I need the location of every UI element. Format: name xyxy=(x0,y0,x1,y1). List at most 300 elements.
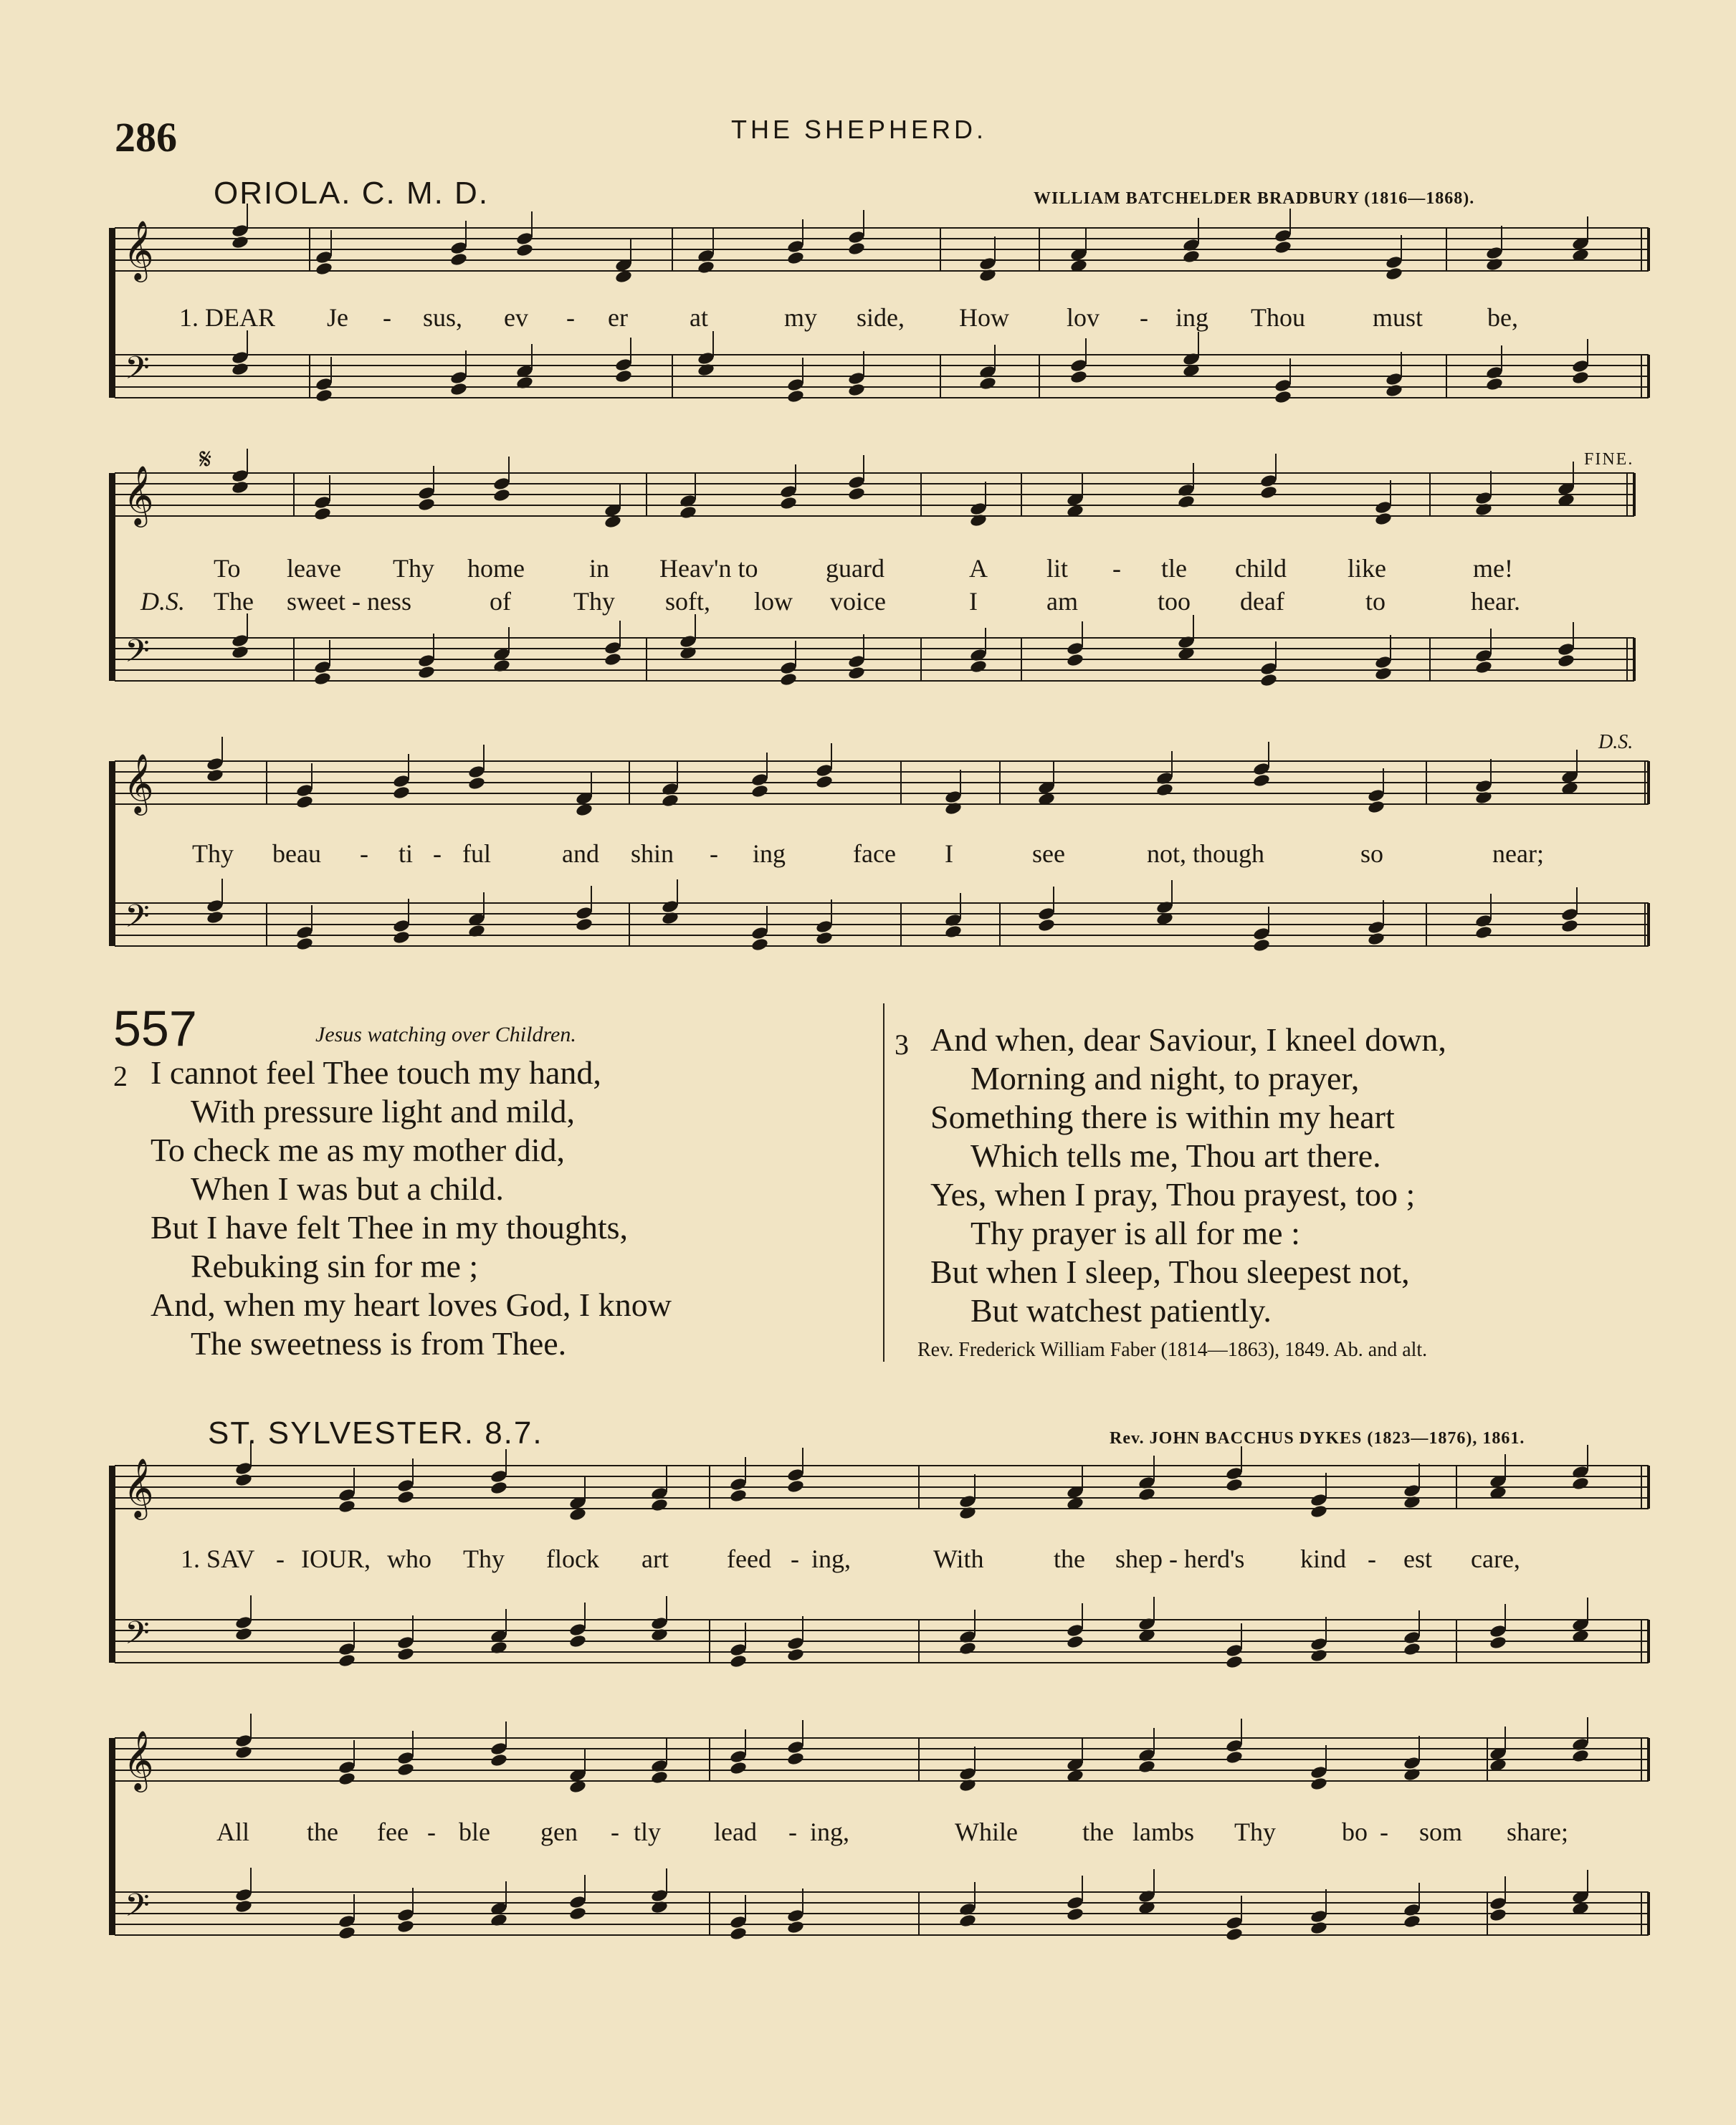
lyric-syllable: I xyxy=(945,839,953,868)
note-head xyxy=(1485,366,1503,381)
note-head xyxy=(650,1900,668,1915)
note-head xyxy=(1225,1739,1243,1754)
note-head xyxy=(234,1473,252,1488)
note-head xyxy=(614,369,632,384)
note-head xyxy=(515,243,533,258)
lyric-syllable: shin xyxy=(631,839,674,868)
note-head xyxy=(231,469,249,484)
lyric-syllable: near; xyxy=(1492,839,1544,868)
note-head xyxy=(1489,1624,1507,1639)
note-head xyxy=(295,925,313,940)
note-head xyxy=(1385,267,1403,282)
lyric-syllable: hear. xyxy=(1471,587,1520,616)
note-head xyxy=(1155,783,1173,798)
lyric-syllable: sweet - ness xyxy=(287,587,411,616)
verse-line: To check me as my mother did, xyxy=(151,1132,566,1168)
lyric-syllable: ing, xyxy=(811,1544,852,1573)
lyric-syllable: the xyxy=(307,1818,338,1846)
note-head xyxy=(1485,246,1503,261)
note-head xyxy=(295,937,313,952)
note-head xyxy=(568,1623,586,1638)
note-head xyxy=(958,1914,976,1929)
lyric-syllable: low xyxy=(754,587,793,616)
lyric-syllable: - xyxy=(791,1544,799,1573)
lyric-syllable: guard xyxy=(826,554,884,583)
note-head xyxy=(1155,771,1173,786)
note-head xyxy=(1403,1484,1421,1499)
note-head xyxy=(315,262,333,277)
note-head xyxy=(467,924,485,939)
note-head xyxy=(1489,1908,1507,1923)
note-head xyxy=(231,480,249,495)
note-head xyxy=(1138,1748,1155,1763)
note-head xyxy=(568,1906,586,1921)
note-head xyxy=(1155,900,1173,915)
lyric-syllable: A xyxy=(969,554,988,583)
note-head xyxy=(944,790,962,805)
note-head xyxy=(1037,918,1055,933)
lyric-syllable: - xyxy=(276,1544,285,1573)
lyric-syllable: - xyxy=(566,303,575,332)
note-head xyxy=(315,250,333,265)
note-head xyxy=(650,1616,668,1631)
note-head xyxy=(847,666,865,681)
note-head xyxy=(779,672,797,687)
note-head xyxy=(786,389,804,404)
note-head xyxy=(729,1761,747,1776)
note-head xyxy=(231,350,249,366)
note-head xyxy=(1310,1765,1327,1780)
note-head xyxy=(1560,919,1578,934)
note-head xyxy=(231,362,249,377)
lyric-syllable: ble xyxy=(459,1818,490,1846)
note-head xyxy=(944,801,962,816)
note-head xyxy=(847,371,865,386)
note-head xyxy=(786,1909,804,1924)
note-head xyxy=(396,1490,414,1505)
lyric-syllable: 1. SAV xyxy=(181,1544,255,1573)
note-head xyxy=(779,496,797,511)
note-head xyxy=(1138,1889,1155,1904)
system-brace xyxy=(109,228,115,398)
lyric-syllable: - xyxy=(427,1818,436,1846)
note-head xyxy=(750,926,768,941)
note-head xyxy=(1403,1630,1421,1646)
note-head xyxy=(786,1468,804,1483)
note-head xyxy=(1138,1617,1155,1632)
note-head xyxy=(417,497,435,512)
lyric-syllable: flock xyxy=(546,1544,599,1573)
note-head xyxy=(729,1749,747,1765)
lyric-syllable: Thy xyxy=(192,839,234,868)
note-head xyxy=(1069,358,1087,373)
hymn-subtitle: Jesus watching over Children. xyxy=(315,1023,576,1046)
note-head xyxy=(396,1751,414,1766)
note-head xyxy=(847,487,865,502)
treble-clef-icon: 𝄞 xyxy=(123,464,154,525)
note-head xyxy=(847,242,865,257)
note-head xyxy=(490,1641,507,1656)
note-head xyxy=(786,239,804,254)
lyric-syllable: Thy xyxy=(573,587,615,616)
note-head xyxy=(1259,474,1277,489)
note-head xyxy=(750,784,768,799)
note-head xyxy=(313,507,331,522)
lyric-syllable: - xyxy=(788,1818,797,1846)
note-head xyxy=(815,763,833,778)
note-head xyxy=(492,477,510,492)
note-head xyxy=(206,899,224,914)
fine-marker: FINE. xyxy=(1584,450,1634,469)
note-head xyxy=(1403,1767,1421,1782)
note-head xyxy=(231,235,249,250)
lyric-syllable: I xyxy=(969,587,978,616)
lyric-syllable: like xyxy=(1348,554,1386,583)
lyric-syllable: ing xyxy=(1175,303,1209,332)
note-head xyxy=(1182,238,1200,253)
note-head xyxy=(1489,1635,1507,1651)
note-head xyxy=(679,646,697,661)
note-head xyxy=(1182,249,1200,264)
lyric-syllable: - xyxy=(611,1818,619,1846)
lyric-syllable: not, though xyxy=(1147,839,1265,868)
lyric-syllable: ev xyxy=(504,303,528,332)
note-head xyxy=(969,648,987,663)
note-head xyxy=(679,505,697,520)
verse-line: Which tells me, Thou art there. xyxy=(970,1137,1381,1174)
note-head xyxy=(467,776,485,791)
note-head xyxy=(1066,1635,1084,1650)
note-head xyxy=(231,634,249,649)
note-head xyxy=(1474,914,1492,929)
note-head xyxy=(958,1506,976,1521)
note-head xyxy=(729,1643,747,1658)
note-head xyxy=(1138,1487,1155,1502)
note-head xyxy=(1225,1643,1243,1658)
note-head xyxy=(847,654,865,669)
verse-line: But I have felt Thee in my thoughts, xyxy=(151,1209,629,1246)
bass-clef-icon: 𝄢 xyxy=(125,1886,150,1931)
lyric-syllable: and xyxy=(562,839,599,868)
note-head xyxy=(650,1888,668,1904)
note-head xyxy=(661,782,679,797)
treble-clef-icon: 𝄞 xyxy=(123,219,154,280)
note-head xyxy=(650,1759,668,1774)
note-head xyxy=(206,768,224,783)
lyric-syllable: To xyxy=(214,554,241,583)
note-head xyxy=(1403,1642,1421,1657)
lyric-syllable: care, xyxy=(1471,1544,1520,1573)
note-head xyxy=(978,257,996,272)
lyric-syllable: home xyxy=(467,554,525,583)
note-head xyxy=(1252,773,1270,788)
lyric-syllable: All xyxy=(216,1818,250,1846)
note-head xyxy=(392,919,410,934)
verse-number: 2 xyxy=(113,1060,128,1092)
lyric-syllable: soft, xyxy=(665,587,710,616)
lyric-syllable: share; xyxy=(1507,1818,1568,1846)
lyric-syllable: ing, xyxy=(810,1818,850,1846)
note-head xyxy=(490,1753,507,1768)
note-head xyxy=(492,488,510,503)
note-head xyxy=(847,383,865,398)
note-head xyxy=(729,1915,747,1930)
note-head xyxy=(396,1919,414,1934)
note-head xyxy=(958,1778,976,1793)
lyric-syllable: the xyxy=(1082,1818,1114,1846)
note-head xyxy=(1367,800,1385,815)
note-head xyxy=(1259,673,1277,688)
hymn-author: Rev. Frederick William Faber (1814—1863), 1849. Ab. and alt. xyxy=(917,1339,1428,1361)
system-brace xyxy=(109,1738,115,1935)
note-head xyxy=(568,1895,586,1910)
note-head xyxy=(1474,779,1492,794)
note-head xyxy=(969,502,987,517)
lyric-syllable: - xyxy=(710,839,718,868)
lyric-syllable: Je xyxy=(327,303,348,332)
note-head xyxy=(1310,1648,1327,1663)
lyric-syllable: The xyxy=(214,587,254,616)
note-head xyxy=(1252,938,1270,953)
system-brace xyxy=(109,1466,115,1663)
note-head xyxy=(1225,1750,1243,1765)
note-head xyxy=(234,1627,252,1642)
lyric-syllable: feed xyxy=(727,1544,771,1573)
note-head xyxy=(1310,1493,1327,1508)
note-head xyxy=(1571,359,1589,374)
note-head xyxy=(1474,491,1492,506)
note-head xyxy=(661,899,679,915)
note-head xyxy=(396,1479,414,1494)
lyric-syllable: ing xyxy=(753,839,786,868)
lyric-syllable: Heav'n to xyxy=(659,554,758,583)
tune-title-oriola: ORIOLA. C. M. D. xyxy=(214,176,490,211)
verse-line: Yes, when I pray, Thou prayest, too ; xyxy=(930,1176,1416,1213)
lyric-syllable: - xyxy=(1112,554,1121,583)
note-head xyxy=(729,1489,747,1504)
segno-sign: 𝄋 xyxy=(199,443,212,476)
lyric-syllable: me! xyxy=(1473,554,1513,583)
note-head xyxy=(313,660,331,675)
note-head xyxy=(729,1654,747,1669)
note-head xyxy=(449,252,467,267)
note-head xyxy=(786,251,804,266)
note-head xyxy=(315,388,333,403)
note-head xyxy=(1474,502,1492,517)
staff-systems xyxy=(109,204,1649,1942)
lyric-syllable: my xyxy=(784,303,818,332)
note-head xyxy=(1274,229,1292,244)
note-head xyxy=(1474,925,1492,940)
note-head xyxy=(1385,372,1403,387)
note-head xyxy=(1225,1655,1243,1670)
lyric-syllable: lit xyxy=(1046,554,1069,583)
note-head xyxy=(392,785,410,801)
lyric-syllable: child xyxy=(1235,554,1287,583)
note-head xyxy=(1138,1759,1155,1775)
note-head xyxy=(604,652,621,667)
lyric-syllable: lambs xyxy=(1132,1818,1194,1846)
note-head xyxy=(847,230,865,245)
lyric-syllable: - xyxy=(360,839,368,868)
note-head xyxy=(396,1647,414,1662)
note-head xyxy=(786,1920,804,1935)
lyric-syllable: While xyxy=(955,1818,1018,1846)
note-head xyxy=(697,260,715,275)
verse-line: Morning and night, to prayer, xyxy=(970,1060,1360,1097)
note-head xyxy=(1066,1623,1084,1638)
note-head xyxy=(338,1926,356,1941)
note-head xyxy=(786,1740,804,1755)
note-head xyxy=(944,925,962,940)
lyric-syllable: Thy xyxy=(463,1544,505,1573)
note-head xyxy=(1066,1896,1084,1911)
note-head xyxy=(1252,927,1270,942)
lyric-syllable: est xyxy=(1403,1544,1432,1573)
note-head xyxy=(449,371,467,386)
note-head xyxy=(786,1636,804,1651)
note-head xyxy=(568,1634,586,1649)
lyric-syllable: ful xyxy=(462,839,491,868)
verse-line: Rebuking sin for me ; xyxy=(191,1248,479,1284)
note-head xyxy=(1474,660,1492,675)
note-head xyxy=(313,672,331,687)
note-head xyxy=(1557,642,1575,657)
note-head xyxy=(815,920,833,935)
note-head xyxy=(1367,788,1385,803)
lyric-syllable: sus, xyxy=(423,303,463,332)
note-head xyxy=(1367,920,1385,935)
note-head xyxy=(234,1461,252,1476)
note-head xyxy=(1560,907,1578,922)
lyric-syllable: voice xyxy=(830,587,886,616)
note-head xyxy=(1225,1927,1243,1942)
note-head xyxy=(1066,653,1084,668)
note-head xyxy=(650,1498,668,1513)
note-head xyxy=(417,665,435,680)
system-brace xyxy=(109,761,115,946)
note-head xyxy=(650,1486,668,1501)
bass-clef-icon: 𝄢 xyxy=(125,1614,150,1659)
lyric-syllable: deaf xyxy=(1240,587,1284,616)
note-head xyxy=(1474,649,1492,664)
note-head xyxy=(1571,371,1589,386)
hymn-number: 557 xyxy=(113,1001,197,1056)
note-head xyxy=(206,757,224,772)
lyric-syllable: ti xyxy=(399,839,414,868)
note-head xyxy=(958,1767,976,1782)
lyric-syllable: to xyxy=(1365,587,1386,616)
note-head xyxy=(1374,655,1392,670)
lyric-syllable: bo xyxy=(1342,1818,1368,1846)
lyric-syllable: - xyxy=(383,303,391,332)
note-head xyxy=(786,1648,804,1663)
note-head xyxy=(234,1899,252,1914)
note-head xyxy=(338,1772,356,1787)
note-head xyxy=(1403,1495,1421,1510)
ds-marker: D.S. xyxy=(1598,731,1634,753)
bass-clef-icon: 𝄢 xyxy=(125,632,150,677)
note-head xyxy=(1177,495,1195,510)
note-head xyxy=(338,1914,356,1929)
note-head xyxy=(650,1770,668,1785)
note-head xyxy=(1571,1749,1589,1764)
lyric-syllable: side, xyxy=(857,303,905,332)
note-head xyxy=(847,475,865,490)
lyric-ds-label: D.S. xyxy=(140,587,185,616)
note-head xyxy=(417,654,435,669)
note-head xyxy=(978,365,996,380)
note-head xyxy=(1557,654,1575,669)
note-head xyxy=(779,661,797,676)
lyric-syllable: som xyxy=(1419,1818,1463,1846)
note-head xyxy=(750,773,768,788)
note-head xyxy=(679,494,697,509)
lyric-syllable: tly xyxy=(634,1818,662,1846)
bass-clef-icon: 𝄢 xyxy=(125,349,150,394)
verse-line: The sweetness is from Thee. xyxy=(191,1325,567,1362)
note-head xyxy=(449,241,467,256)
note-head xyxy=(295,783,313,798)
note-head xyxy=(661,793,679,808)
note-head xyxy=(958,1902,976,1917)
note-head xyxy=(1225,1478,1243,1493)
lyric-syllable: How xyxy=(959,303,1009,332)
note-head xyxy=(449,382,467,397)
note-head xyxy=(1374,512,1392,527)
note-head xyxy=(750,937,768,952)
note-head xyxy=(815,775,833,790)
note-head xyxy=(315,377,333,392)
note-head xyxy=(1571,1737,1589,1752)
note-head xyxy=(338,1488,356,1503)
note-head xyxy=(661,911,679,926)
lyric-syllable: shep - herd's xyxy=(1115,1544,1245,1573)
note-head xyxy=(786,1752,804,1767)
note-head xyxy=(958,1641,976,1656)
lyric-syllable: who xyxy=(387,1544,431,1573)
verse-line: But watchest patiently. xyxy=(970,1292,1272,1329)
lyric-syllable: am xyxy=(1046,587,1078,616)
note-head xyxy=(1225,1916,1243,1931)
note-head xyxy=(1259,662,1277,677)
note-head xyxy=(492,659,510,674)
note-head xyxy=(1252,762,1270,777)
lyric-syllable: gen xyxy=(540,1818,578,1846)
note-head xyxy=(490,1481,507,1496)
note-head xyxy=(1367,932,1385,947)
verse-line: And when, dear Saviour, I kneel down, xyxy=(930,1021,1446,1058)
tune-title-st-sylvester: ST. SYLVESTER. 8.7. xyxy=(208,1415,543,1451)
lyric-syllable: the xyxy=(1054,1544,1085,1573)
note-head xyxy=(1310,1909,1327,1924)
lyric-syllable: art xyxy=(642,1544,669,1573)
lyric-syllable: leave xyxy=(287,554,341,583)
note-head xyxy=(575,906,593,921)
note-head xyxy=(1138,1476,1155,1491)
note-head xyxy=(1066,1907,1084,1922)
bass-clef-icon: 𝄢 xyxy=(125,897,150,942)
note-head xyxy=(604,641,621,656)
note-head xyxy=(1274,378,1292,393)
lyric-syllable: With xyxy=(933,1544,984,1573)
note-head xyxy=(1403,1903,1421,1918)
note-head xyxy=(396,1635,414,1651)
note-head xyxy=(779,484,797,500)
note-head xyxy=(978,376,996,391)
note-head xyxy=(234,1888,252,1903)
note-head xyxy=(1310,1637,1327,1652)
